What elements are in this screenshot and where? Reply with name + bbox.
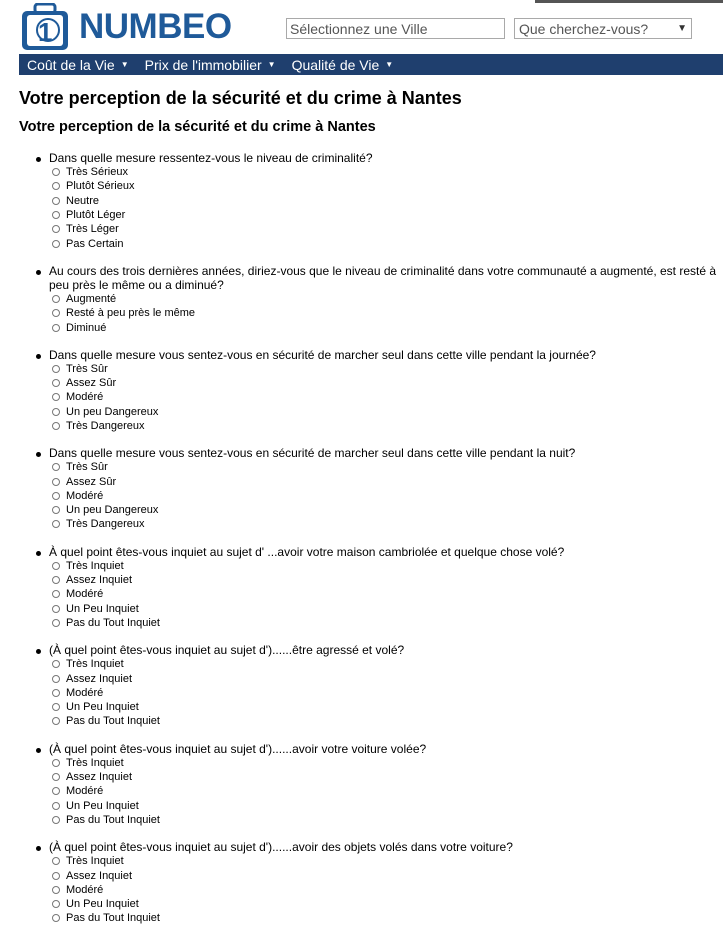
bullet-icon: [36, 649, 41, 654]
caret-down-icon: ▼: [120, 60, 129, 69]
answer-option[interactable]: [33, 671, 718, 685]
answer-option[interactable]: [33, 897, 718, 911]
option-label: Pas du Tout Inquiet: [66, 616, 160, 629]
radio-button[interactable]: [52, 886, 60, 894]
bullet-icon: [36, 270, 41, 275]
option-label: Assez Sûr: [66, 475, 117, 488]
survey-question: [33, 840, 718, 925]
radio-button[interactable]: [52, 605, 60, 613]
answer-option[interactable]: [33, 474, 718, 488]
logo-text: NUMBEO: [79, 7, 232, 46]
radio-button[interactable]: [52, 773, 60, 781]
option-label: Pas du Tout Inquiet: [66, 715, 160, 728]
bullet-icon: [36, 748, 41, 753]
answer-option[interactable]: [33, 587, 718, 601]
question-label: À quel point êtes-vous inquiet au sujet d' ...avoir votre maison cambriolée et quelque chose volé?: [49, 544, 565, 559]
numbeo-logo[interactable]: [21, 3, 232, 51]
radio-button[interactable]: [52, 619, 60, 627]
bullet-icon: [36, 846, 41, 851]
answer-option[interactable]: [33, 559, 718, 573]
answer-option[interactable]: [33, 784, 718, 798]
question-text: [33, 545, 718, 559]
radio-button[interactable]: [52, 393, 60, 401]
answer-option[interactable]: [33, 770, 718, 784]
logo-briefcase-icon: [21, 3, 71, 51]
page-subtitle: Votre perception de la sécurité et du crime à Nantes: [19, 119, 376, 135]
answer-option[interactable]: [33, 208, 718, 222]
answer-option[interactable]: [33, 616, 718, 630]
site-header: [0, 0, 723, 54]
option-label: Assez Inquiet: [66, 869, 133, 882]
question-text: [33, 840, 718, 854]
answer-option[interactable]: [33, 376, 718, 390]
radio-button[interactable]: [52, 295, 60, 303]
answer-option[interactable]: [33, 320, 718, 334]
answer-option[interactable]: [33, 799, 718, 813]
answer-option[interactable]: [33, 306, 718, 320]
option-label: Très Sérieux: [66, 166, 128, 179]
nav-item-quality-of-life[interactable]: [284, 57, 402, 73]
option-label: Très Inquiet: [66, 855, 124, 868]
survey-question: [33, 545, 718, 630]
radio-button[interactable]: [52, 520, 60, 528]
radio-button[interactable]: [52, 492, 60, 500]
radio-button[interactable]: [52, 689, 60, 697]
survey-form: [0, 151, 723, 939]
option-label: Très Sûr: [66, 362, 108, 375]
radio-button[interactable]: [52, 211, 60, 219]
survey-question: [33, 348, 718, 433]
bullet-icon: [36, 551, 41, 556]
radio-button[interactable]: [52, 590, 60, 598]
answer-option[interactable]: [33, 419, 718, 433]
question-text: [33, 151, 718, 165]
caret-down-icon: ▼: [385, 60, 394, 69]
option-label: Modéré: [66, 391, 104, 404]
caret-down-icon: ▼: [267, 60, 276, 69]
radio-button[interactable]: [52, 168, 60, 176]
question-label: Dans quelle mesure vous sentez-vous en sécurité de marcher seul dans cette ville pendant la journée?: [49, 347, 596, 362]
radio-button[interactable]: [52, 914, 60, 922]
option-label: Un peu Dangereux: [66, 405, 159, 418]
option-label: Modéré: [66, 883, 104, 896]
question-text: [33, 264, 718, 292]
option-label: Diminué: [66, 321, 107, 334]
bullet-icon: [36, 157, 41, 162]
radio-button[interactable]: [52, 703, 60, 711]
nav-item-cost-of-living[interactable]: [19, 57, 137, 73]
option-label: Augmenté: [66, 292, 117, 305]
radio-button[interactable]: [52, 478, 60, 486]
option-label: Très Inquiet: [66, 658, 124, 671]
question-label: Dans quelle mesure ressentez-vous le niveau de criminalité?: [49, 151, 373, 165]
radio-button[interactable]: [52, 675, 60, 683]
option-label: Modéré: [66, 588, 104, 601]
question-text: [33, 446, 718, 460]
radio-button[interactable]: [52, 787, 60, 795]
answer-option[interactable]: [33, 165, 718, 179]
answer-option[interactable]: [33, 179, 718, 193]
survey-question: [33, 264, 718, 335]
chevron-down-icon: ▼: [677, 23, 687, 34]
main-nav: [19, 54, 723, 75]
answer-option[interactable]: [33, 700, 718, 714]
option-label: Plutôt Sérieux: [66, 180, 135, 193]
option-label: Un Peu Inquiet: [66, 898, 139, 911]
option-label: Neutre: [66, 194, 100, 207]
bullet-icon: [36, 452, 41, 457]
answer-option[interactable]: [33, 868, 718, 882]
radio-button[interactable]: [52, 324, 60, 332]
question-label: Au cours des trois dernières années, diriez-vous que le niveau de criminalité dans votre communauté a augmenté, est resté à peu près le même ou a diminué?: [49, 263, 717, 292]
nav-item-label: Qualité de Vie: [291, 56, 380, 73]
question-text: [33, 348, 718, 362]
nav-item-property-prices[interactable]: [137, 57, 284, 73]
radio-button[interactable]: [52, 802, 60, 810]
option-label: Pas Certain: [66, 237, 124, 250]
option-label: Modéré: [66, 686, 104, 699]
option-label: Un Peu Inquiet: [66, 701, 139, 714]
answer-option[interactable]: [33, 460, 718, 474]
answer-option[interactable]: [33, 854, 718, 868]
answer-option[interactable]: [33, 813, 718, 827]
answer-option[interactable]: [33, 911, 718, 925]
radio-button[interactable]: [52, 857, 60, 865]
option-label: Pas du Tout Inquiet: [66, 813, 160, 826]
option-label: Plutôt Léger: [66, 209, 126, 222]
answer-option[interactable]: [33, 292, 718, 306]
answer-option[interactable]: [33, 503, 718, 517]
option-label: Très Sûr: [66, 461, 108, 474]
radio-button[interactable]: [52, 309, 60, 317]
radio-button[interactable]: [52, 717, 60, 725]
question-label: (À quel point êtes-vous inquiet au sujet d')......avoir des objets volés dans votre voiture?: [49, 840, 513, 855]
survey-question: [33, 742, 718, 827]
answer-option[interactable]: [33, 222, 718, 236]
option-label: Assez Inquiet: [66, 574, 133, 587]
radio-button[interactable]: [52, 759, 60, 767]
question-text: [33, 643, 718, 657]
radio-button[interactable]: [52, 182, 60, 190]
radio-button[interactable]: [52, 816, 60, 824]
radio-button[interactable]: [52, 379, 60, 387]
question-text: [33, 742, 718, 756]
answer-option[interactable]: [33, 405, 718, 419]
option-label: Resté à peu près le même: [66, 307, 196, 320]
question-label: (À quel point êtes-vous inquiet au sujet d')......avoir votre voiture volée?: [49, 741, 427, 756]
option-label: Pas du Tout Inquiet: [66, 912, 160, 925]
radio-button[interactable]: [52, 408, 60, 416]
nav-item-label: Prix de l'immobilier: [144, 56, 262, 73]
radio-button[interactable]: [52, 422, 60, 430]
radio-button[interactable]: [52, 463, 60, 471]
radio-button[interactable]: [52, 576, 60, 584]
radio-button[interactable]: [52, 562, 60, 570]
answer-option[interactable]: [33, 756, 718, 770]
survey-question: [33, 446, 718, 531]
option-label: Assez Inquiet: [66, 672, 133, 685]
city-search-input[interactable]: [286, 18, 505, 39]
answer-option[interactable]: [33, 686, 718, 700]
radio-button[interactable]: [52, 872, 60, 880]
answer-option[interactable]: [33, 236, 718, 250]
answer-option[interactable]: [33, 194, 718, 208]
option-label: Un Peu Inquiet: [66, 799, 139, 812]
option-label: Très Dangereux: [66, 518, 145, 531]
answer-option[interactable]: [33, 517, 718, 531]
option-label: Un Peu Inquiet: [66, 602, 139, 615]
question-label: Dans quelle mesure vous sentez-vous en sécurité de marcher seul dans cette ville pendant la nuit?: [49, 446, 576, 461]
option-label: Modéré: [66, 785, 104, 798]
answer-option[interactable]: [33, 489, 718, 503]
radio-button[interactable]: [52, 506, 60, 514]
answer-option[interactable]: [33, 714, 718, 728]
option-label: Un peu Dangereux: [66, 504, 159, 517]
answer-option[interactable]: [33, 602, 718, 616]
answer-option[interactable]: [33, 573, 718, 587]
radio-button[interactable]: [52, 900, 60, 908]
page-title: Votre perception de la sécurité et du crime à Nantes: [19, 88, 462, 108]
svg-text:1: 1: [38, 17, 53, 47]
survey-question: [33, 643, 718, 728]
nav-item-label: Coût de la Vie: [27, 56, 115, 73]
option-label: Très Inquiet: [66, 756, 124, 769]
radio-button[interactable]: [52, 365, 60, 373]
bullet-icon: [36, 354, 41, 359]
what-are-you-looking-for-select[interactable]: [514, 18, 692, 39]
select-value: Que cherchez-vous?: [519, 20, 649, 37]
option-label: Assez Inquiet: [66, 771, 133, 784]
answer-option[interactable]: [33, 390, 718, 404]
answer-option[interactable]: [33, 657, 718, 671]
radio-button[interactable]: [52, 660, 60, 668]
option-label: Très Léger: [66, 223, 119, 236]
option-label: Assez Sûr: [66, 377, 117, 390]
option-label: Très Dangereux: [66, 420, 145, 432]
question-label: (À quel point êtes-vous inquiet au sujet d')......être agressé et volé?: [49, 643, 405, 658]
survey-question: [33, 151, 718, 251]
answer-option[interactable]: [33, 362, 718, 376]
radio-button[interactable]: [52, 197, 60, 205]
option-label: Modéré: [66, 489, 104, 502]
radio-button[interactable]: [52, 240, 60, 248]
option-label: Très Inquiet: [66, 559, 124, 572]
radio-button[interactable]: [52, 225, 60, 233]
answer-option[interactable]: [33, 883, 718, 897]
